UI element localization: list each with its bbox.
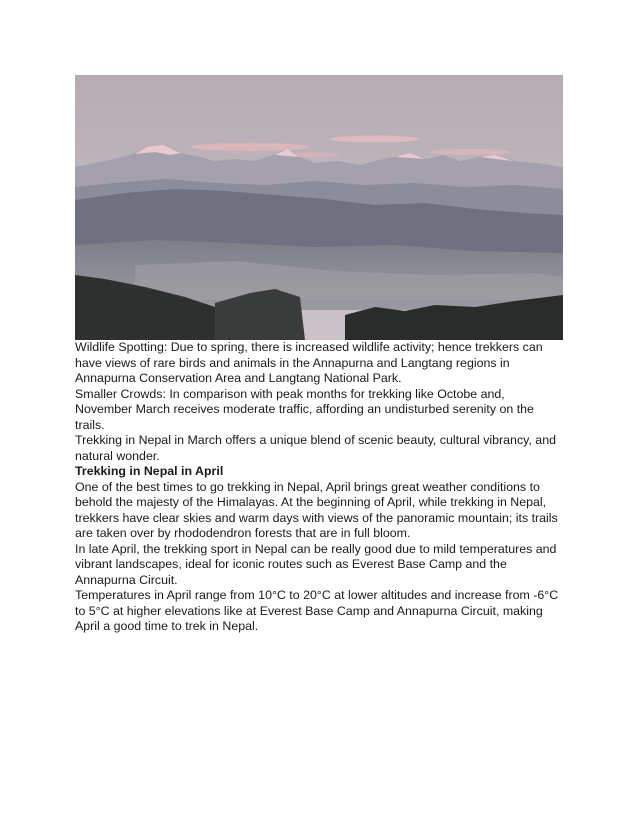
paragraph-smaller-crowds: Smaller Crowds: In comparison with peak months for trekking like Octobe and, November March receives moderate traffic, affording an undisturbed serenity on the trails. [75, 386, 534, 432]
cloud-1 [190, 143, 310, 151]
cloud-2 [330, 136, 420, 143]
paragraph-april-temperatures: Temperatures in April range from 10°C to 20°C at lower altitudes and increase from -6°C to 5°C at higher elevations like at Everest Base Camp and Annapurna Circuit, making April a good time to trek in Nepal. [75, 588, 559, 633]
cloud-3 [430, 149, 510, 155]
mountain-icon [75, 75, 563, 340]
paragraph-march-summary: Trekking in Nepal in March offers a unique blend of scenic beauty, cultural vibrancy, and natural wonder. [75, 433, 556, 463]
paragraph-april-late: In late April, the trekking sport in Nepal can be really good due to mild temperatures and vibrant landscapes, ideal for iconic routes such as Everest Base Camp and the Annapurna Circuit. [75, 541, 557, 587]
paragraph-wildlife-spotting: Wildlife Spotting: Due to spring, there is increased wildlife activity; hence trekkers can have views of rare birds and animals in the Annapurna and Langtang regions in Annapurna Conservation Area and Langtang National Park. [75, 340, 543, 385]
section-heading-april: Trekking in Nepal in April [75, 464, 224, 478]
mountain-landscape-photo [75, 75, 563, 340]
paragraph-april-intro: One of the best times to go trekking in Nepal, April brings great weather conditions to behold the majesty of the Himalayas. At the beginning of April, while trekking in Nepal, trekkers have clear skies and warm days with views of the panoramic mountain; its trails are taken over by rhododendron forests that are in full bloom. [75, 479, 558, 540]
article-body [75, 340, 563, 635]
